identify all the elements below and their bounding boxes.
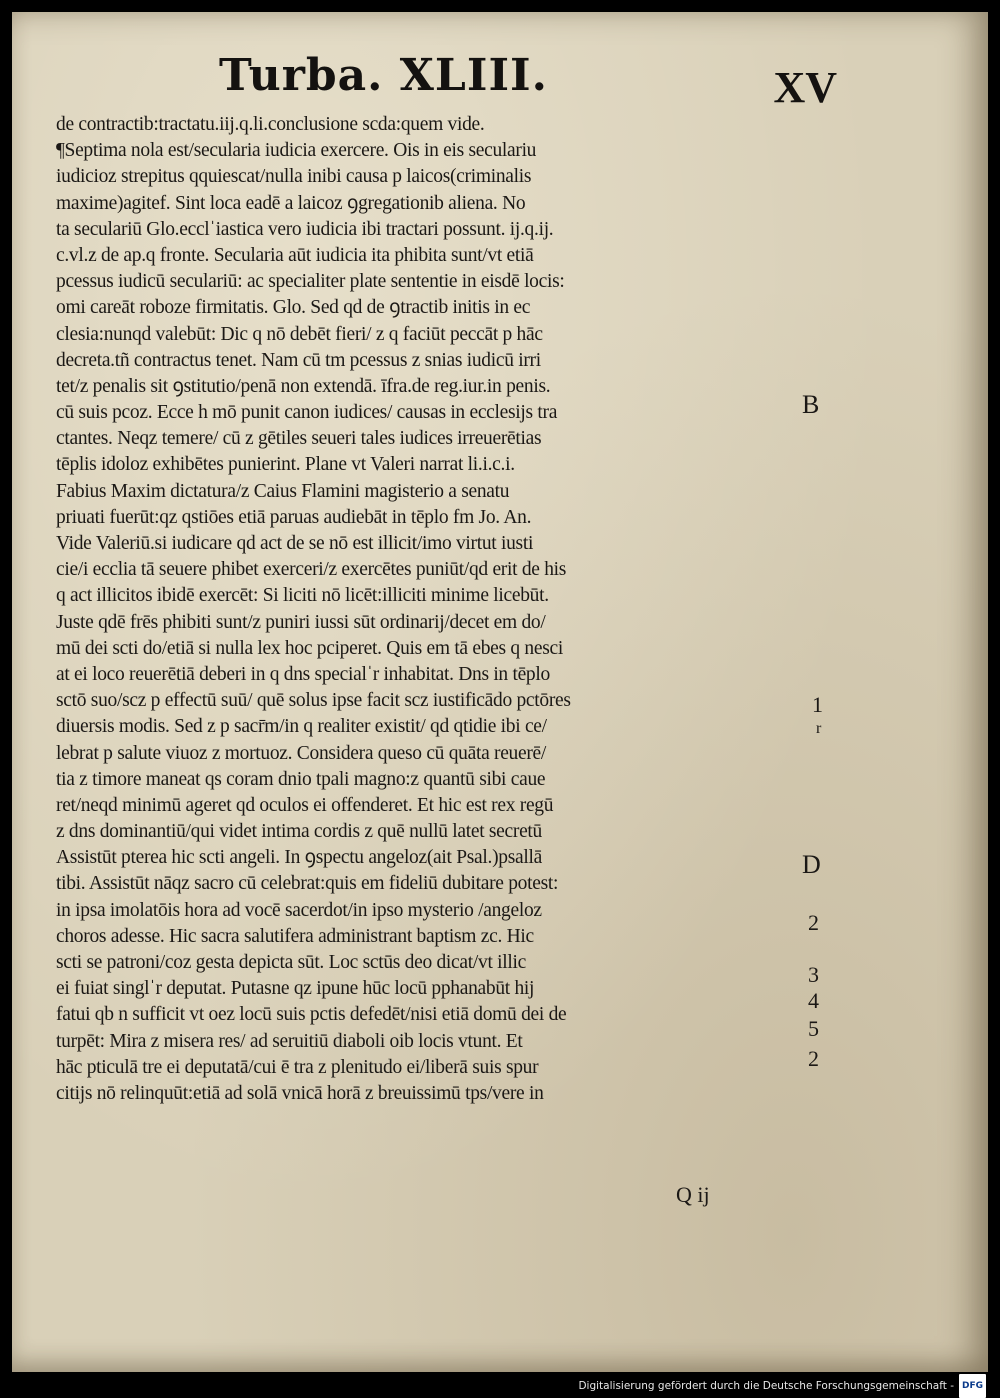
marginal-note-2b: 2 [808,1046,819,1071]
text-line: ei fuiat singlˈr deputat. Putasne qz ipune hūc locū pphanabūt hij [56,978,535,1000]
dfg-logo-icon: DFG [959,1374,986,1398]
text-line: cie/i ecclia tā seuere phibet exerceri/z exercētes puniūt/qd erit de his [56,559,567,581]
text-line: c.vl.z de ap.q fronte. Secularia aūt iudicia ita phibita sunt/vt etiā [56,244,534,266]
text-line: maxime)agitef. Sint loca eadē a laicoz ꝯgregationib aliena. No [56,192,526,214]
text-line: ta seculariū Glo.ecclˈiastica vero iudicia ibi tractari possunt. ij.q.ij. [56,218,554,240]
text-line: scti se patroni/coz gesta depicta sūt. Loc sctūs deo dicat/vt illic [56,952,526,973]
marginal-note-4: 4 [808,988,819,1013]
text-line: tēplis idoloz exhibētes punierint. Plane vt Valeri narrat li.i.c.i. [56,454,515,476]
marginal-note-1: 1 [812,692,823,717]
text-line: ctantes. Neqz temere/ cū z gētiles seueri tales iudices irreuerētias [56,428,542,450]
text-line: Juste qdē frēs phibiti sunt/z puniri iussi sūt ordinarij/decet em do/ [56,611,546,633]
text-line: at ei loco reuerētiā deberi in q dns specialˈr inhabitat. Dns in tēplo [56,663,550,685]
text-line: iudicioz strepitus qquiescat/nulla inibi causa p laicos(criminalis [56,166,532,188]
text-line: de contractib:tractatu.iij.q.li.conclusione scda:quem vide. [56,114,485,135]
text-line: ¶Septima nola est/secularia iudicia exercere. Ois in eis seculariu [56,140,537,162]
text-line: decreta.tñ contractus tenet. Nam cū tm pcessus z snias iudicū irri [56,349,541,371]
text-line: in ipsa imolatōis hora ad vocē sacerdot/in ipso mysterio /angeloz [56,899,542,921]
text-line: lebrat p salute viuoz z mortuoz. Considera queso cū quāta reuerē/ [56,742,547,764]
marginal-note-3: 3 [808,962,819,987]
text-line: z dns dominantiū/qui videt intima cordis z quē nullū latet secretū [56,821,543,843]
text-line: Vide Valeriū.si iudicare qd act de se nō est illicit/imo virtut iusti [56,533,534,554]
running-title: Turba. XLIII. [219,50,548,101]
text-line: sctō suo/scz p effectū suū/ quē solus ipse facit scz iustificādo pctōres [56,690,571,712]
text-line: cū suis pcoz. Ecce h mō punit canon iudices/ causas in ecclesijs tra [56,402,558,424]
marginal-letter-b: B [802,390,820,419]
text-line: ret/neqd minimū ageret qd oculos ei offenderet. Et hic est rex regū [56,794,554,816]
text-line: choros adesse. Hic sacra salutifera administrant baptism zc. Hic [56,925,534,947]
page-header [207,48,847,118]
text-line: priuati fuerūt:qz qstiōes etiā paruas audiebāt in tēplo fm Jo. An. [56,506,532,528]
text-line: omi careāt roboze firmitatis. Glo. Sed qd de ꝯtractib initis in ec [56,297,531,319]
marginal-note-5: 5 [808,1016,819,1041]
text-line: turpēt: Mira z misera res/ ad seruitiū diaboli oib locis vtunt. Et [56,1030,523,1052]
marginal-note-r: r [816,720,822,737]
text-line: q act illicitos ibidē exercēt: Si liciti nō licēt:illiciti minime licebūt. [56,585,549,607]
text-line: pcessus iudicū seculariū: ac specialiter plate sententie in eisdē locis: [56,271,565,293]
text-line: Fabius Maxim dictatura/z Caius Flamini magisterio a senatu [56,480,510,502]
marginal-note-2: 2 [808,910,819,935]
text-line: tibi. Assistūt nāqz sacro cū celebrat:quis em fideliū dubitare potest: [56,873,559,895]
text-line: citijs nō relinquūt:etiā ad solā vnicā horā z breuissimū tps/vere in [56,1082,544,1104]
footer-credit [578,1375,986,1397]
signature-mark: Q ij [676,1182,710,1207]
text-line: Assistūt pterea hic scti angeli. In ꝯspectu angeloz(ait Psal.)psallā [56,847,542,869]
text-line: tet/z penalis sit ꝯstitutio/penā non extendā. īfra.de reg.iur.in penis. [56,375,551,397]
text-line: tia z timore maneat qs coram dnio tpali magno:z quantū sibi caue [56,768,546,790]
book-page [12,12,988,1372]
text-line: fatui qb n sufficit vt oez locū suis pctis defedēt/nisi etiā domū dei de [56,1004,567,1026]
folio-number: XV [773,63,837,112]
text-line: clesia:nunqd valebūt: Dic q nō debēt fieri/ z q faciūt peccāt p hāc [56,323,543,345]
footer-text: Digitalisierung gefördert durch die Deutsche Forschungsgemeinschaft - [578,1380,954,1392]
body-text [56,112,808,1107]
text-line: mū dei scti do/etiā si nulla lex hoc pciperet. Quis em tā ebes q nesci [56,637,563,659]
text-line: hāc pticulā tre ei deputatā/cui ē tra z plenitudo ei/liberā suis spur [56,1056,539,1078]
text-line: diuersis modis. Sed z p sacr̄m/in q realiter existit/ qd qtidie ibi ce/ [56,716,547,738]
marginal-letter-d: D [802,850,821,879]
